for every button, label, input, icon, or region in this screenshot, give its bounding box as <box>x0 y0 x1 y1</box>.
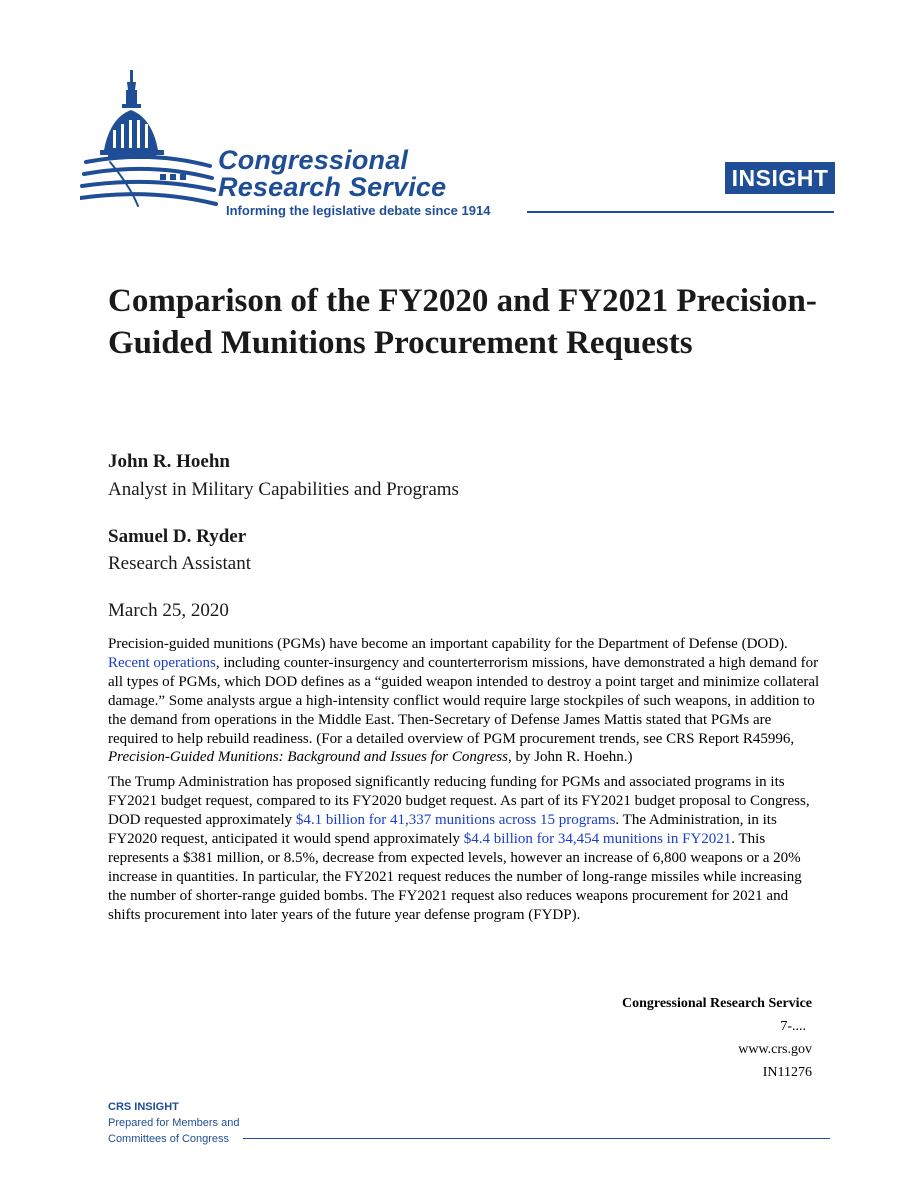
tagline: Informing the legislative debate since 1914 <box>226 203 491 218</box>
footer-insight-head: CRS INSIGHT <box>108 1101 179 1113</box>
report-title: Precision-Guided Munitions: Background and Issues for Congress <box>108 749 508 766</box>
p1-text-2: , including counter-insurgency and counterterrorism missions, have demonstrated a high demand for all types of PGMs, which DOD defines as a “guided weapon intended to destroy a point target and minimize collateral damage.” Some analysts argue a high-intensity conflict would require large stockpiles of such weapons, in addition to the demand from operations in the Middle East. Then-Secretary of Defense James Mattis stated that PGMs are required to help rebuild readiness. (For a detailed overview of PGM procurement trends, see CRS Report R45996, <box>108 654 820 747</box>
page-title: Comparison of the FY2020 and FY2021 Precision-Guided Munitions Procurement Requests <box>108 283 817 361</box>
p2-text-3: . This represents a $381 million, or 8.5%, decrease from expected levels, however an increase of 6,800 weapons or a 20% increase in quantities. In particular, the FY2021 request reduces the number of long-range missiles while increasing the number of shorter-range guided bombs. The FY2021 request also reduces weapons procurement for 2021 and shifts procurement into later years of the future year defense program (FYDP). <box>108 831 802 923</box>
p1-text-3: , by John R. Hoehn.) <box>507 749 633 766</box>
p2-text-1: The Trump Administration has proposed significantly reducing funding for PGMs and associated programs in its FY2021 budget request, compared to its FY2020 budget request. As part of its FY2021 budget proposal to Congress, DOD requested approximately <box>108 774 810 829</box>
paragraph-1 <box>108 635 820 767</box>
author-name-1: John R. Hoehn <box>108 451 230 472</box>
publication-date: March 25, 2020 <box>108 600 229 621</box>
insight-badge: INSIGHT <box>725 162 835 194</box>
p1-text-1: Precision-guided munitions (PGMs) have become an important capability for the Department of Defense (DOD). <box>108 636 788 652</box>
footer-number: 7-.... <box>780 1019 806 1034</box>
footer-crs-insight <box>108 1099 239 1147</box>
footer-org: Congressional Research Service <box>621 996 812 1011</box>
author-role-1: Analyst in Military Capabilities and Programs <box>108 479 459 500</box>
paragraph-2 <box>108 773 820 924</box>
author-name-2: Samuel D. Ryder <box>108 526 247 547</box>
recent-operations-link[interactable]: Recent operations <box>108 654 216 671</box>
footer-id: IN11276 <box>762 1065 812 1080</box>
footer-url: www.crs.gov <box>738 1042 812 1057</box>
fy2021-request-link[interactable]: $4.1 billion for 41,337 munitions across 15 programs <box>295 812 616 829</box>
footer-citation <box>622 992 812 1084</box>
p2-text-2: . The Administration, in its FY2020 request, anticipated it would spend approximately <box>108 812 777 848</box>
footer-prepared-line2: Committees of Congress <box>108 1133 230 1145</box>
author-role-2: Research Assistant <box>108 553 252 574</box>
body-text <box>108 635 820 931</box>
org-name-line2: Research Service <box>218 172 447 202</box>
fy2020-request-link[interactable]: $4.4 billion for 34,454 munitions in FY2021 <box>463 831 732 848</box>
header-rule <box>527 211 834 213</box>
footer-rule <box>243 1138 830 1139</box>
footer-prepared-line1: Prepared for Members and <box>108 1117 240 1129</box>
org-name <box>218 147 446 201</box>
org-name-line1: Congressional <box>218 145 409 175</box>
